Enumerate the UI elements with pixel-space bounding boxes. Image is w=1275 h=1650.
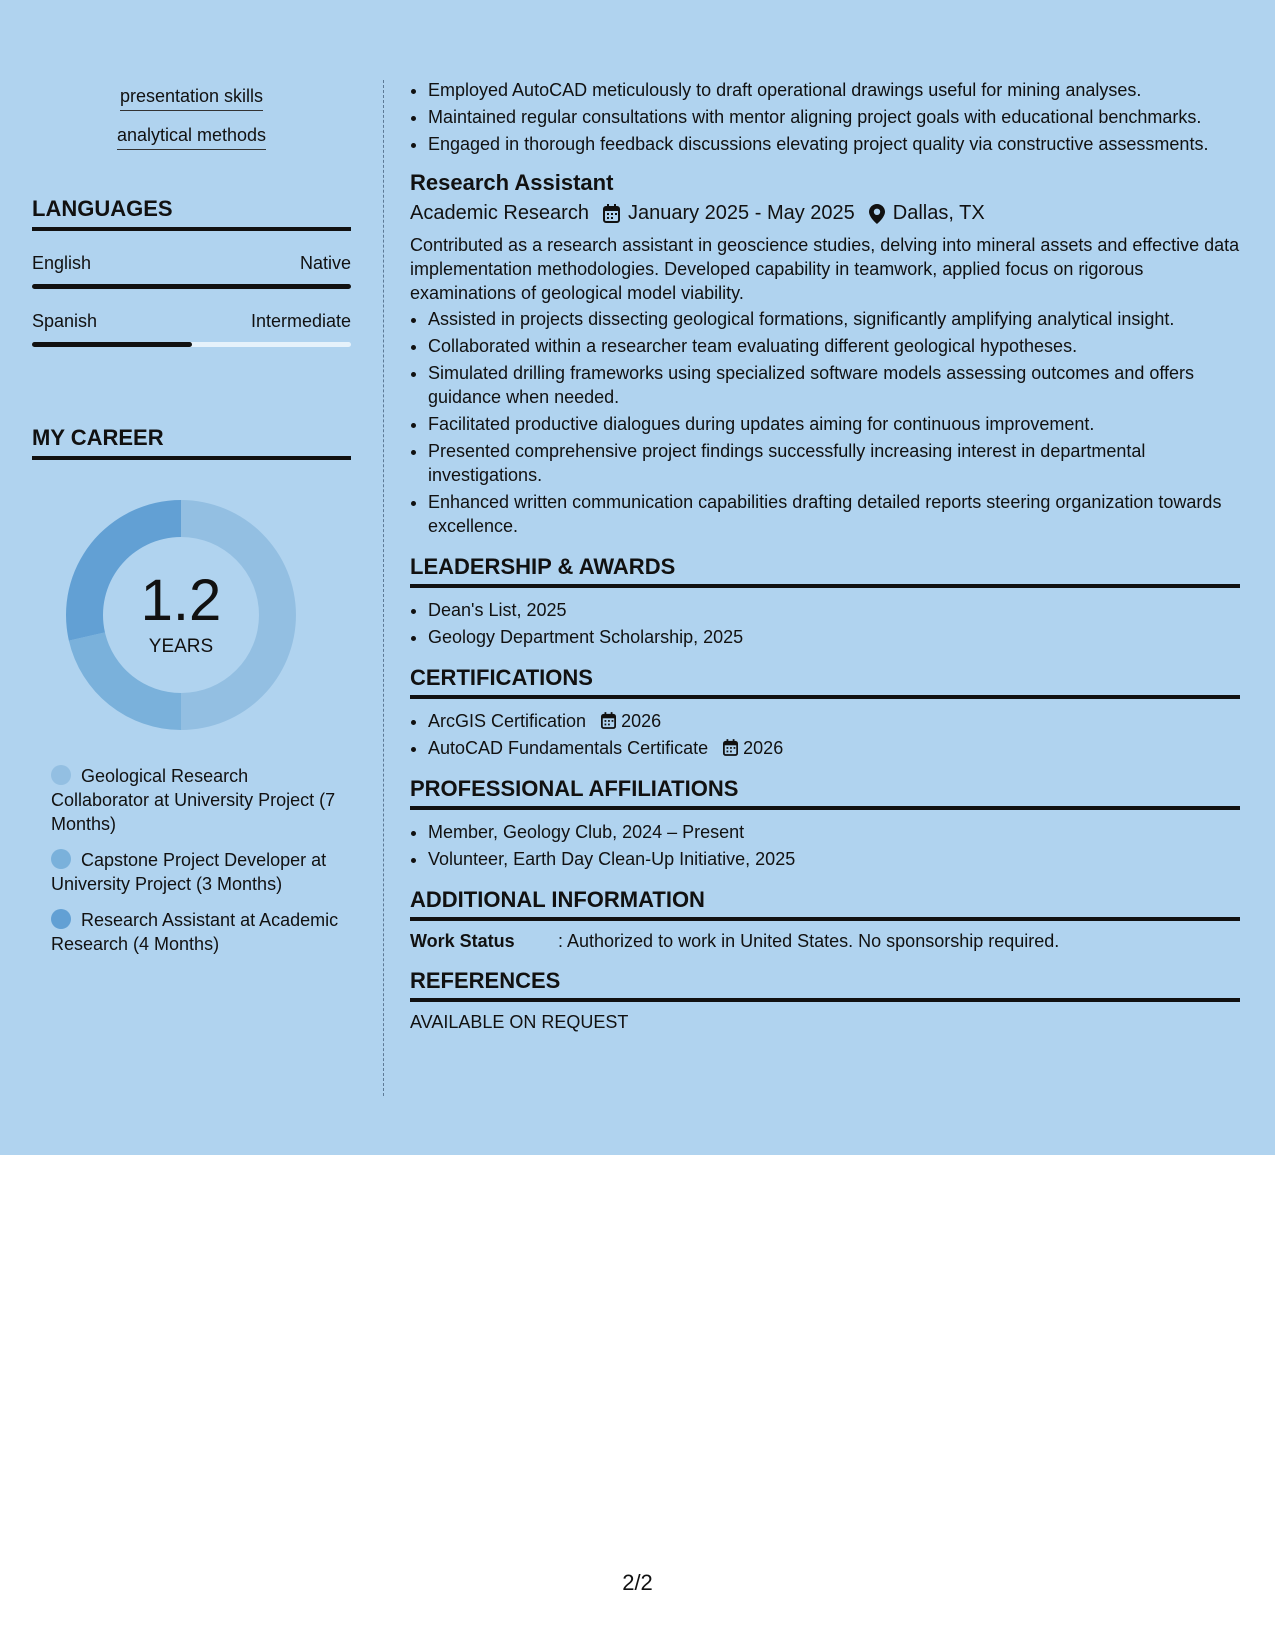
career-legend-item — [51, 764, 341, 836]
career-legend-item — [51, 908, 341, 956]
list-item: • Employed AutoCAD meticulously to draft operational drawings useful for mining analyses. — [428, 78, 1240, 102]
list-item: • Volunteer, Earth Day Clean-Up Initiative, 2025 — [428, 847, 1240, 871]
skill-tag: analytical methods — [117, 125, 266, 150]
career-legend-label: Research Assistant at Academic Research (4 Months) — [51, 910, 339, 954]
language-proficiency-fill — [32, 284, 351, 289]
skill-tag: presentation skills — [120, 86, 263, 111]
list-item — [428, 709, 1240, 733]
column-divider — [383, 80, 384, 1096]
job-description: Contributed as a research assistant in geoscience studies, delving into mineral assets and effective data implementation methodologies. Developed capability in teamwork, applied focus on rigorous examinations of geological model viability. — [410, 235, 1240, 303]
calendar-icon — [723, 739, 738, 756]
list-item: • Presented comprehensive project findings successfully increasing interest in departmental investigations. — [428, 439, 1240, 487]
career-legend-item — [51, 848, 341, 896]
job-location: Dallas, TX — [892, 202, 985, 224]
career-unit: YEARS — [148, 636, 214, 657]
list-item: • Assisted in projects dissecting geological formations, significantly amplifying analytical insight. — [428, 307, 1240, 331]
calendar-icon — [603, 204, 620, 223]
legend-dot-icon — [51, 909, 71, 929]
work-status-value: : Authorized to work in United States. No sponsorship required. — [558, 931, 1060, 951]
career-donut-chart — [66, 500, 296, 730]
list-item: • Collaborated within a researcher team evaluating different geological hypotheses. — [428, 334, 1240, 358]
career-heading: MY CAREER — [32, 425, 351, 460]
list-item: • Geology Department Scholarship, 2025 — [428, 625, 1240, 649]
languages-heading: LANGUAGES — [32, 196, 351, 231]
language-proficiency-fill — [32, 342, 192, 347]
work-status-row — [410, 931, 1240, 952]
awards-list — [410, 598, 1240, 649]
additional-info-heading: ADDITIONAL INFORMATION — [410, 887, 1240, 921]
language-name: English — [32, 253, 92, 273]
affiliations-heading: PROFESSIONAL AFFILIATIONS — [410, 776, 1240, 810]
language-proficiency-bar — [32, 284, 351, 289]
cert-year: 2026 — [621, 711, 662, 731]
references-heading: REFERENCES — [410, 968, 1240, 1002]
awards-heading: LEADERSHIP & AWARDS — [410, 554, 1240, 588]
career-legend — [51, 764, 341, 956]
language-level: Native — [299, 253, 351, 273]
list-item: • Facilitated productive dialogues during updates aiming for continuous improvement. — [428, 412, 1240, 436]
cert-name: ArcGIS Certification — [428, 711, 587, 731]
legend-dot-icon — [51, 849, 71, 869]
list-item: • Member, Geology Club, 2024 – Present — [428, 820, 1240, 844]
references-text: AVAILABLE ON REQUEST — [410, 1012, 629, 1032]
list-item — [428, 736, 1240, 760]
sidebar — [32, 78, 351, 968]
certifications-heading: CERTIFICATIONS — [410, 665, 1240, 699]
previous-job-bullets — [410, 78, 1240, 156]
job-company: Academic Research — [410, 202, 589, 224]
job-bullets — [410, 307, 1240, 538]
list-item: • Simulated drilling frameworks using specialized software models assessing outcomes and offers guidance when needed. — [428, 361, 1240, 409]
cert-year: 2026 — [743, 738, 784, 758]
cert-name: AutoCAD Fundamentals Certificate — [428, 738, 709, 758]
location-pin-icon — [869, 204, 885, 224]
list-item: • Engaged in thorough feedback discussions elevating project quality via constructive assessments. — [428, 132, 1240, 156]
work-status-label: Work Status — [410, 931, 515, 951]
career-legend-label: Capstone Project Developer at University Project (3 Months) — [51, 850, 327, 894]
list-item: • Enhanced written communication capabilities drafting detailed reports steering organization towards excellence. — [428, 490, 1240, 538]
page-number: 2/2 — [622, 1570, 653, 1595]
main-content — [410, 78, 1240, 1033]
job-title: Research Assistant — [410, 170, 614, 195]
career-legend-label: Geological Research Collaborator at University Project (7 Months) — [51, 766, 336, 834]
language-name: Spanish — [32, 311, 98, 331]
certifications-list — [410, 709, 1240, 760]
language-item — [32, 253, 351, 289]
list-item: • Maintained regular consultations with mentor aligning project goals with educational benchmarks. — [428, 105, 1240, 129]
language-item — [32, 311, 351, 347]
job-meta — [410, 202, 1240, 225]
career-total-years: 1.2 — [140, 568, 222, 633]
language-level: Intermediate — [250, 311, 351, 331]
job-dates: January 2025 - May 2025 — [627, 202, 855, 224]
legend-dot-icon — [51, 765, 71, 785]
calendar-icon — [601, 712, 616, 729]
list-item: • Dean's List, 2025 — [428, 598, 1240, 622]
language-proficiency-bar — [32, 342, 351, 347]
affiliations-list — [410, 820, 1240, 871]
